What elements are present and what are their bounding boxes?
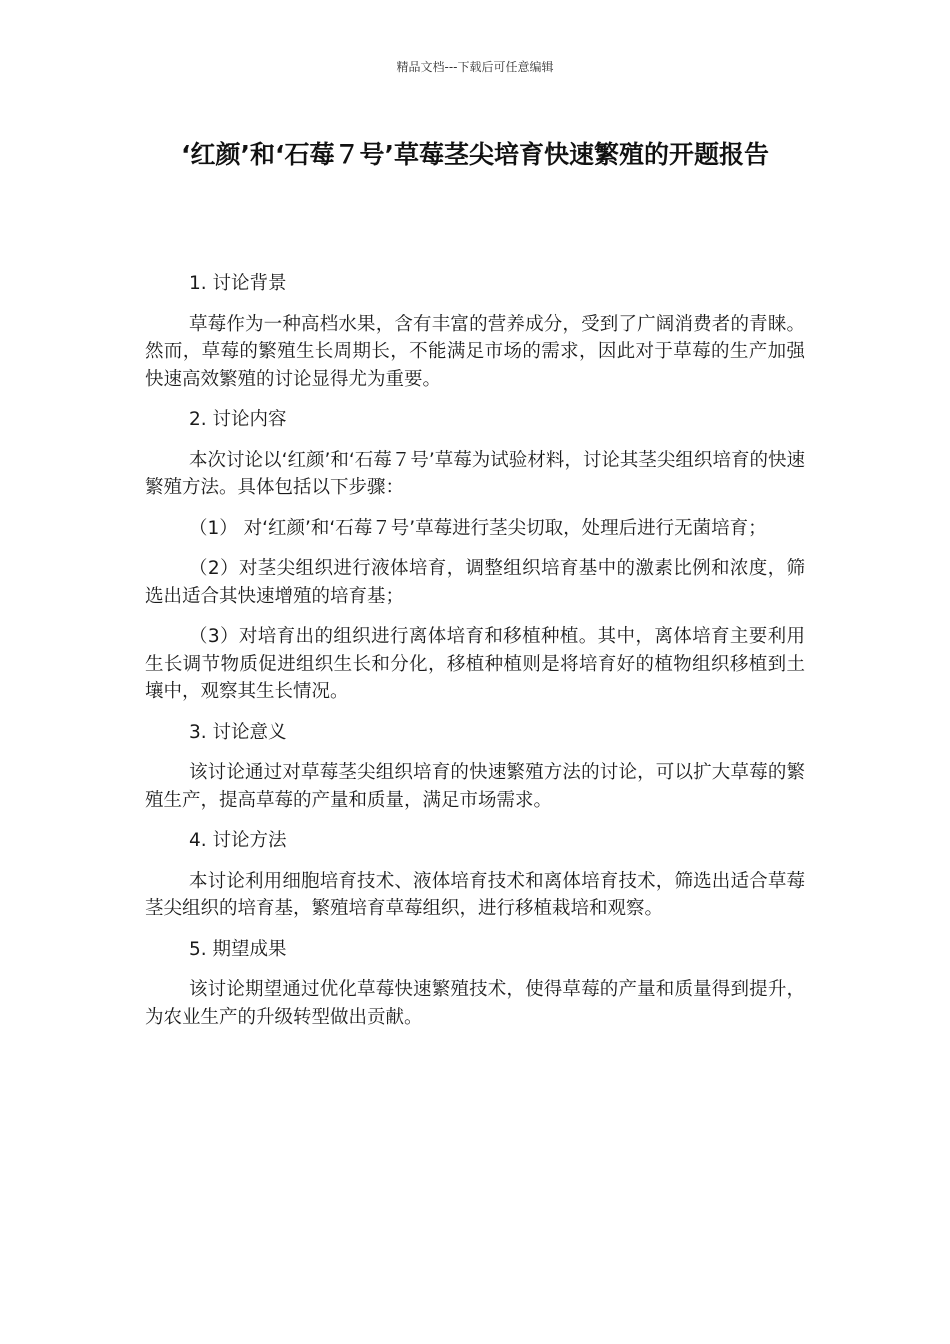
section-method <box>145 827 805 923</box>
step-item: （3）对培育出的组织进行离体培育和移植种植。其中，离体培育主要利用生长调节物质促进组织生长和分化，移植种植则是将培育好的植物组织移植到土壤中，观察其生长情况。 <box>145 626 805 702</box>
paragraph: 该讨论通过对草莓茎尖组织培育的快速繁殖方法的讨论，可以扩大草莓的繁殖生产，提高草莓的产量和质量，满足市场需求。 <box>145 762 805 811</box>
paragraph: 本讨论利用细胞培育技术、液体培育技术和离体培育技术，筛选出适合草莓茎尖组织的培育基，繁殖培育草莓组织，进行移植栽培和观察。 <box>145 870 805 919</box>
section-heading: 1. 讨论背景 <box>189 273 287 294</box>
paragraph: 本次讨论以‘红颜’和‘石莓７号’草莓为试验材料，讨论其茎尖组织培育的快速繁殖方法。具体包括以下步骤： <box>145 449 805 498</box>
section-background <box>145 270 805 393</box>
document-title: ‘红颜’和‘石莓７号’草莓茎尖培育快速繁殖的开题报告 <box>181 140 769 169</box>
paragraph: 草莓作为一种高档水果，含有丰富的营养成分，受到了广阔消费者的青睐。然而，草莓的繁殖生长周期长，不能满足市场的需求，因此对于草莓的生产加强快速高效繁殖的讨论显得尤为重要。 <box>145 313 805 390</box>
section-expected-results <box>145 936 805 1032</box>
header-note: 精品文档---下载后可任意编辑 <box>396 60 554 74</box>
section-heading: 5. 期望成果 <box>189 938 287 960</box>
section-heading: 2. 讨论内容 <box>189 409 287 430</box>
step-item: （1） 对‘红颜’和‘石莓７号’草莓进行茎尖切取，处理后进行无菌培育； <box>189 517 767 539</box>
section-content <box>145 406 805 706</box>
section-heading: 3. 讨论意义 <box>189 721 287 743</box>
paragraph: 该讨论期望通过优化草莓快速繁殖技术，使得草莓的产量和质量得到提升，为农业生产的升级转型做出贡献。 <box>145 979 805 1028</box>
step-item: （2）对茎尖组织进行液体培育，调整组织培育基中的激素比例和浓度，筛选出适合其快速增殖的培育基； <box>145 558 805 607</box>
section-significance <box>145 719 805 815</box>
section-heading: 4. 讨论方法 <box>189 830 287 851</box>
document-body <box>145 270 805 1044</box>
